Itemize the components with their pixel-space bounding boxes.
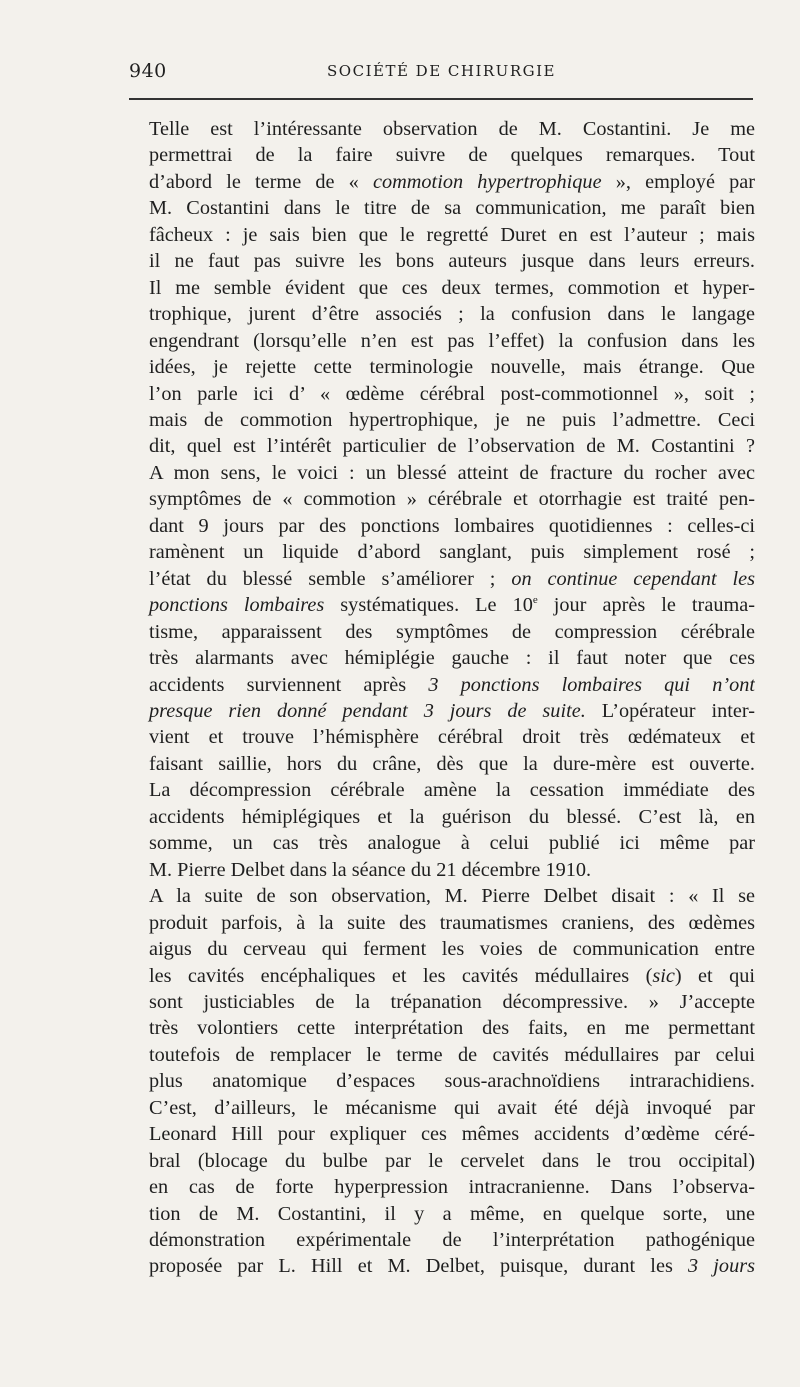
text-line: fâcheux : je sais bien que le regretté Duret en est l’auteur ; mais [149,223,755,246]
text-line: aigus du cerveau qui ferment les voies de communication entre [149,938,755,961]
text-line: faisant saillie, hors du crâne, dès que la dure-mère est ouverte. [149,752,755,775]
text-line: dit, quel est l’intérêt particulier de l’observation de M. Costantini ? [149,435,755,458]
text-line: sont justiciables de la trépanation décompressive. » J’accepte [149,990,755,1013]
text-line: il ne faut pas suivre les bons auteurs jusque dans leurs erreurs. [149,250,755,273]
text-line: bral (blocage du bulbe par le cervelet dans le trou occipital) [149,1149,755,1172]
text-line: Leonard Hill pour expliquer ces mêmes accidents d’œdème céré- [149,1123,755,1146]
text-line: tisme, apparaissent des symptômes de compression cérébrale [149,620,755,643]
text-line: symptômes de « commotion » cérébrale et otorrhagie est traité pen- [149,488,755,511]
text-line: La décompression cérébrale amène la cessation immédiate des [149,779,755,802]
text-line: plus anatomique d’espaces sous-arachnoïdiens intrarachidiens. [149,1070,755,1093]
running-head: SOCIÉTÉ DE CHIRURGIE [327,62,556,80]
text-line: d’abord le terme de « commotion hypertrophique », employé par [149,170,755,193]
text-line: presque rien donné pendant 3 jours de suite. L’opérateur inter- [149,699,755,722]
header-rule [129,98,753,100]
text-line: l’on parle ici d’ « œdème cérébral post-commotionnel », soit ; [149,382,755,405]
text-line: l’état du blessé semble s’améliorer ; on continue cependant les [149,567,755,590]
text-line: démonstration expérimentale de l’interprétation pathogénique [149,1229,755,1252]
paragraph [131,116,755,883]
text-line: ponctions lombaires systématiques. Le 10e jour après le trauma- [149,594,755,617]
text-line: les cavités encéphaliques et les cavités médullaires (sic) et qui [149,964,755,987]
text-line: très volontiers cette interprétation des faits, en me permettant [149,1017,755,1040]
text-line: proposée par L. Hill et M. Delbet, puisque, durant les 3 jours [149,1255,755,1278]
text-line: accidents surviennent après 3 ponctions lombaires qui n’ont [149,673,755,696]
text-line: permettrai de la faire suivre de quelques remarques. Tout [149,144,755,167]
text-line: en cas de forte hyperpression intracranienne. Dans l’observa- [149,1176,755,1199]
text-line: C’est, d’ailleurs, le mécanisme qui avait été déjà invoqué par [149,1096,755,1119]
text-line: ramènent un liquide d’abord sanglant, puis simplement rosé ; [149,541,755,564]
text-line: tion de M. Costantini, il y a même, en quelque sorte, une [149,1202,755,1225]
page-number: 940 [129,60,167,82]
text-line: idées, je rejette cette terminologie nouvelle, mais étrange. Que [149,356,755,379]
text-line: trophique, jurent d’être associés ; la confusion dans le langage [149,303,755,326]
text-line: A mon sens, le voici : un blessé atteint de fracture du rocher avec [149,461,755,484]
text-line: A la suite de son observation, M. Pierre Delbet disait : « Il se [149,885,755,908]
text-line: dant 9 jours par des ponctions lombaires quotidiennes : celles-ci [149,514,755,537]
text-line: somme, un cas très analogue à celui publié ici même par [149,832,755,855]
text-line: engendrant (lorsqu’elle n’en est pas l’effet) la confusion dans les [149,329,755,352]
text-line: vient et trouve l’hémisphère cérébral droit très œdémateux et [149,726,755,749]
paragraph [131,883,755,1280]
text-line: produit parfois, à la suite des traumatismes craniens, des œdèmes [149,911,755,934]
text-line: très alarmants avec hémiplégie gauche : il faut noter que ces [149,647,755,670]
page-header [129,60,754,84]
text-line: M. Costantini dans le titre de sa communication, me paraît bien [149,197,755,220]
text-line: Telle est l’intéressante observation de M. Costantini. Je me [149,118,755,140]
text-line: mais de commotion hypertrophique, je ne puis l’admettre. Ceci [149,408,755,431]
text-line: accidents hémiplégiques et la guérison du blessé. C’est là, en [149,805,755,828]
article-body [131,116,755,1280]
text-line: M. Pierre Delbet dans la séance du 21 décembre 1910. [149,858,592,881]
text-line: toutefois de remplacer le terme de cavités médullaires par celui [149,1043,755,1066]
text-line: Il me semble évident que ces deux termes, commotion et hyper- [149,276,755,299]
